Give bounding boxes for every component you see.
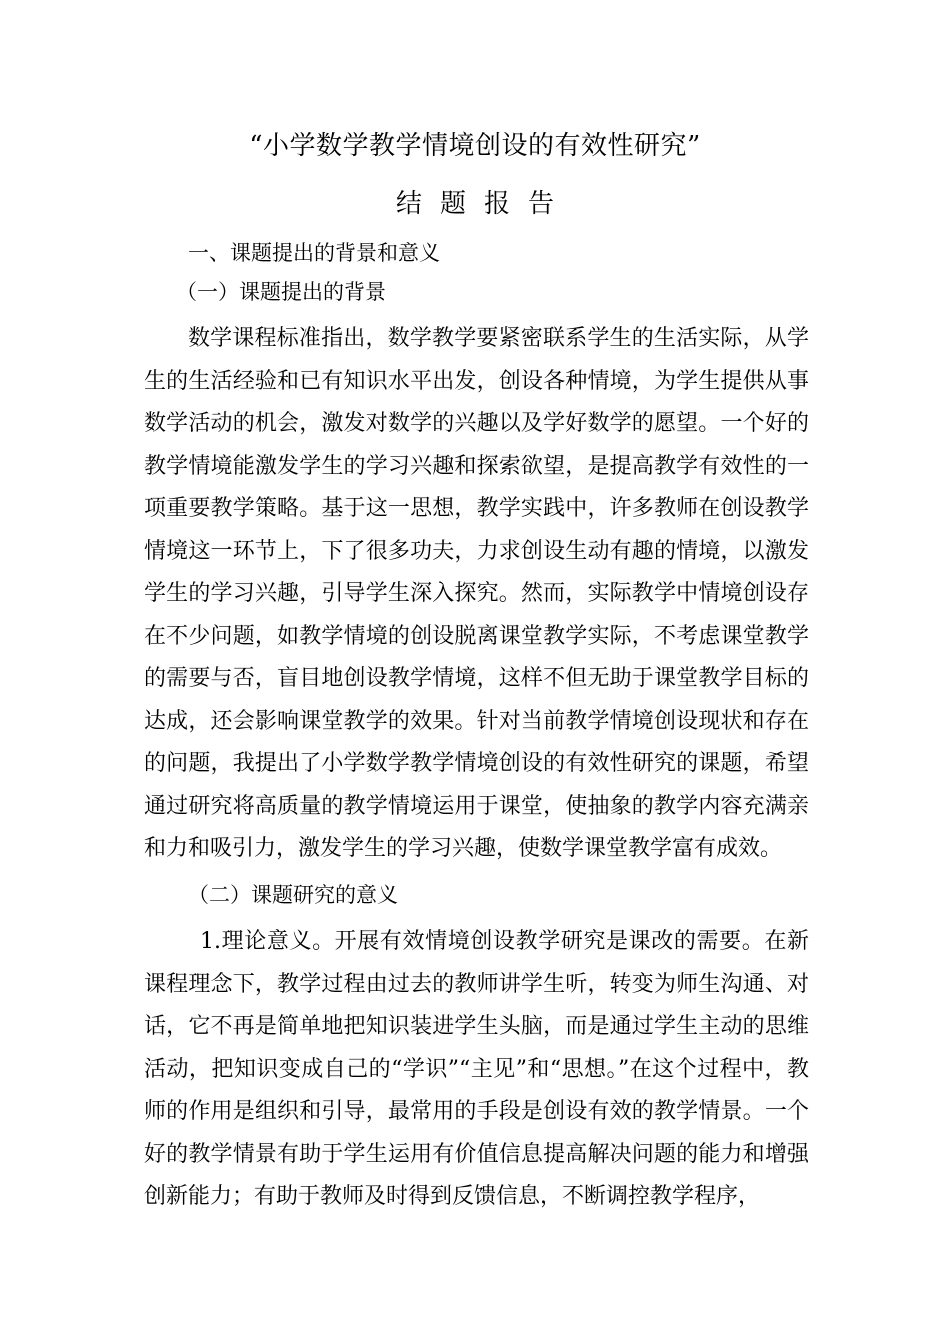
subsection-heading-significance: （二）课题研究的意义 (188, 883, 398, 907)
report-title: “小学数学教学情境创设的有效性研究” (249, 131, 701, 161)
significance-paragraph: 1.理论意义。开展有效情境创设教学研究是课改的需要。在新课程理念下，教学过程由过去的教师讲学生听，转变为师生沟通、对话，它不再是简单地把知识装进学生头脑，而是通过学生主动的思维活动，把知识变成自己的“学识”“主见”和“思想。”在这个过程中，教师的作用是组织和引导，最常用的手段是创设有效的教学情景。一个好的教学情景有助于学生运用有价值信息提高解决问题的能力和增强创新能力；有助于教师及时得到反馈信息，不断调控教学程序， (144, 929, 809, 1209)
section-heading-background-significance: 一、课题提出的背景和意义 (188, 241, 440, 265)
report-subtitle: 结题报告 (395, 189, 572, 219)
background-paragraph: 数学课程标准指出，数学教学要紧密联系学生的生活实际，从学生的生活经验和已有知识水平出发，创设各种情境，为学生提供从事数学活动的机会，激发对数学的兴趣以及学好数学的愿望。一个好的教学情境能激发学生的学习兴趣和探索欲望，是提高教学有效性的一项重要教学策略。基于这一思想，教学实践中，许多教师在创设教学情境这一环节上，下了很多功夫，力求创设生动有趣的情境，以激发学生的学习兴趣，引导学生深入探究。然而，实际教学中情境创设存在不少问题，如教学情境的创设脱离课堂教学实际，不考虑课堂教学的需要与否，盲目地创设教学情境，这样不但无助于课堂教学目标的达成，还会影响课堂教学的效果。针对当前教学情境创设现状和存在的问题，我提出了小学数学教学情境创设的有效性研究的课题，希望通过研究将高质量的教学情境运用于课堂，使抽象的教学内容充满亲和力和吸引力，激发学生的学习兴趣，使数学课堂教学富有成效。 (144, 326, 809, 861)
subsection-heading-background: （一）课题提出的背景 (176, 280, 386, 304)
